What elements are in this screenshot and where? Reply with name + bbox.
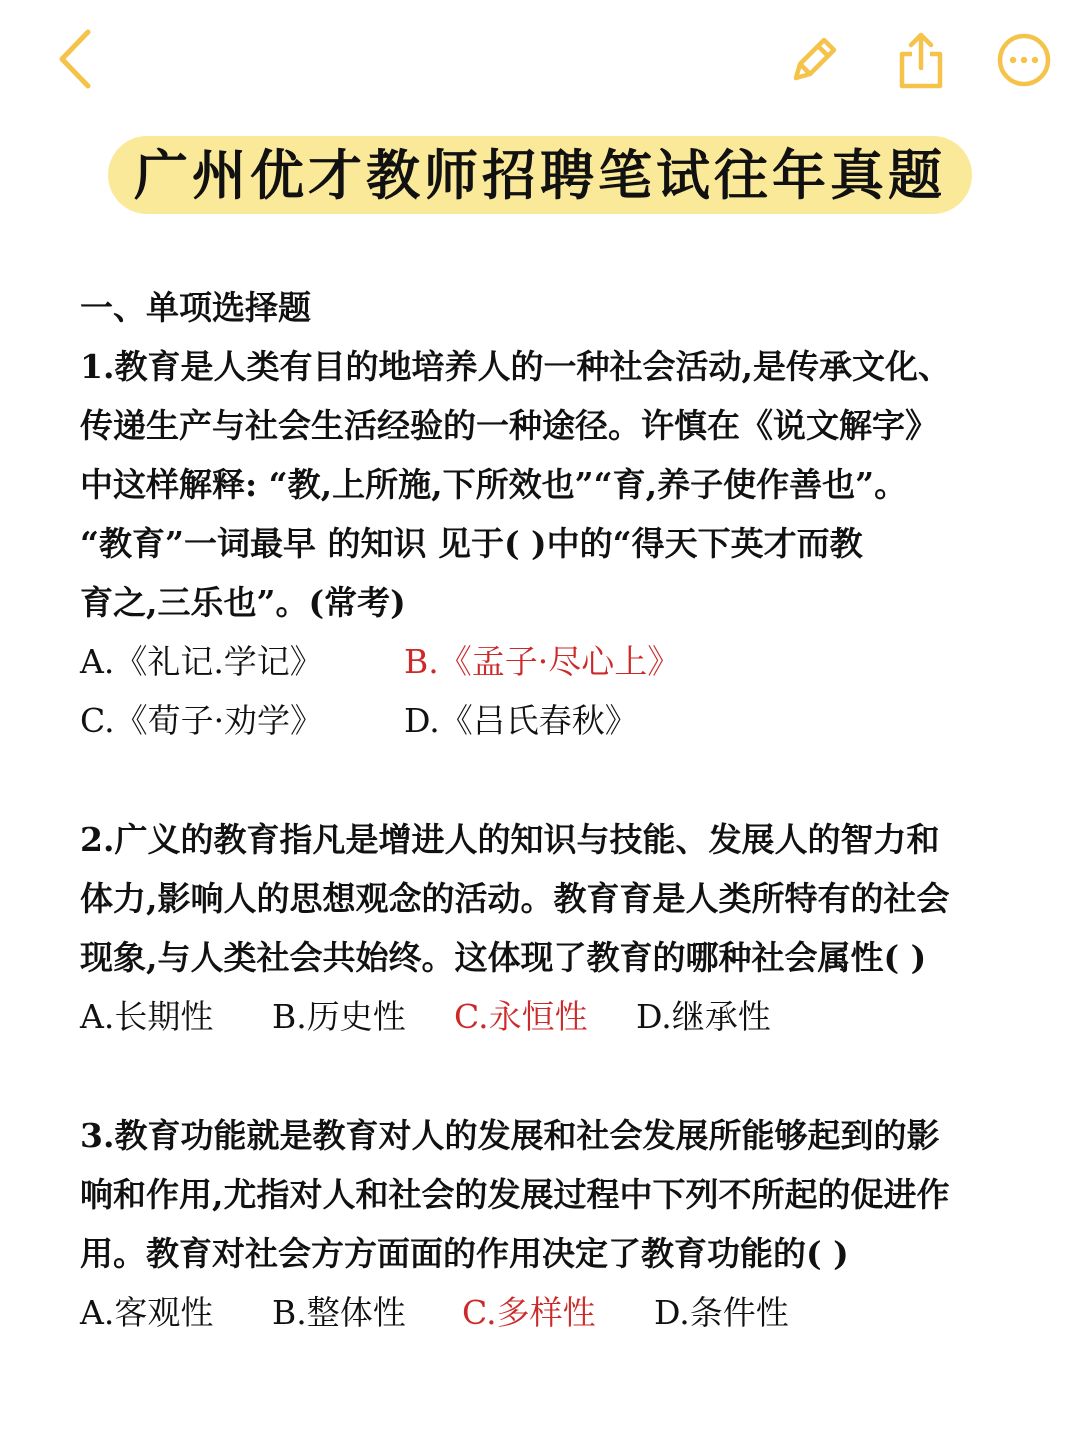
section-heading: 一、单项选择题 [80, 288, 311, 327]
option-a: A.长期性 [80, 997, 214, 1036]
option-c-answer: C.多样性 [462, 1293, 596, 1332]
question-content [80, 278, 1000, 1342]
question-line: “教育”一词最早 的知识 见于( )中的“得天下英才而教 [80, 524, 863, 563]
option-d: D.《吕氏春秋》 [404, 701, 638, 740]
option-a: A.《礼记.学记》 [80, 642, 323, 681]
more-dots-icon[interactable] [996, 32, 1052, 88]
option-c: C.《荀子·劝学》 [80, 701, 324, 740]
option-b: B.整体性 [272, 1293, 406, 1332]
page-title: 广州优才教师招聘笔试往年真题 [134, 143, 946, 207]
options-row [80, 632, 1000, 691]
question-3 [80, 1106, 1000, 1342]
question-line: 体力,影响人的思想观念的活动。教育育是人类所特有的社会 [80, 879, 950, 918]
option-b-answer: B.《孟子·尽心上》 [404, 642, 681, 681]
question-1 [80, 337, 1000, 750]
question-line: 1.教育是人类有目的地培养人的一种社会活动,是传承文化、 [80, 347, 951, 386]
options-row [80, 691, 1000, 750]
option-d: D.条件性 [654, 1293, 789, 1332]
question-2 [80, 810, 1000, 1046]
top-toolbar [0, 0, 1080, 120]
options-row [80, 987, 1000, 1046]
share-icon[interactable] [896, 30, 946, 90]
options-row [80, 1283, 1000, 1342]
question-line: 中这样解释: “教,上所施,下所效也”“育,养子使作善也”。 [80, 465, 908, 504]
pencil-icon[interactable] [786, 32, 842, 88]
option-c-answer: C.永恒性 [454, 997, 588, 1036]
option-a: A.客观性 [80, 1293, 214, 1332]
question-line: 育之,三乐也”。(常考) [80, 583, 406, 622]
option-d: D.继承性 [636, 997, 771, 1036]
title-banner [108, 136, 972, 214]
question-line: 现象,与人类社会共始终。这体现了教育的哪种社会属性( ) [80, 938, 927, 977]
question-line: 传递生产与社会生活经验的一种途径。许慎在《说文解字》 [80, 406, 938, 445]
question-line: 用。教育对社会方方面面的作用决定了教育功能的( ) [80, 1234, 849, 1273]
option-b: B.历史性 [272, 997, 406, 1036]
question-line: 3.教育功能就是教育对人的发展和社会发展所能够起到的影 [80, 1116, 940, 1155]
question-line: 响和作用,尤指对人和社会的发展过程中下列不所起的促进作 [80, 1175, 950, 1214]
question-line: 2.广义的教育指凡是增进人的知识与技能、发展人的智力和 [80, 820, 940, 859]
chevron-left-icon[interactable] [52, 28, 102, 90]
